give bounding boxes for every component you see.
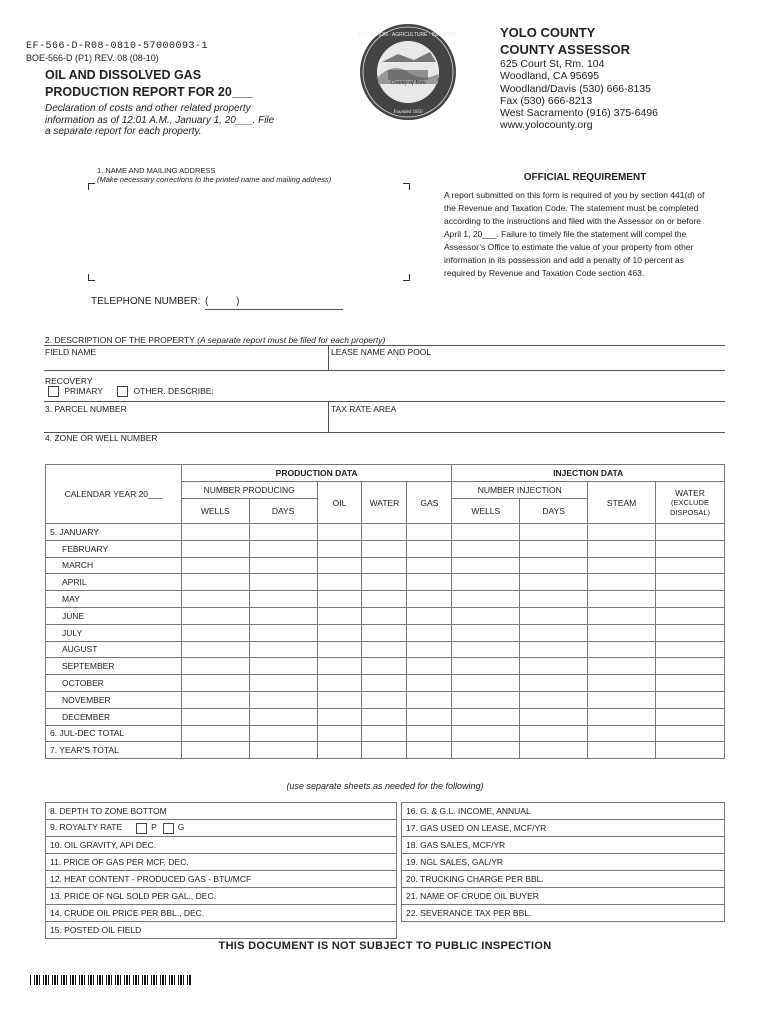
data-cell[interactable] [181,557,249,574]
data-cell[interactable] [317,725,362,742]
other-describe-input[interactable] [220,386,725,398]
official-line: information in its possession and add a penalty of 10 percent as [444,255,685,265]
left-item-cell[interactable] [46,837,397,854]
data-cell[interactable] [588,574,656,591]
data-cell[interactable] [317,557,362,574]
data-cell[interactable] [656,641,725,658]
data-cell[interactable] [362,540,407,557]
data-cell[interactable] [317,591,362,608]
left-item-label: 12. HEAT CONTENT - PRODUCED GAS - BTU/MCF [50,874,252,884]
official-line: according to the instructions and filed with the Assessor on or before [444,216,702,226]
data-cell[interactable] [317,607,362,624]
data-cell[interactable] [452,624,520,641]
assessor-heading [500,24,630,58]
data-cell[interactable] [520,658,588,675]
primary-label: PRIMARY [64,386,103,396]
production-data-header: PRODUCTION DATA [181,465,452,482]
number-producing-header: NUMBER PRODUCING [181,482,317,499]
data-cell[interactable] [452,691,520,708]
water-exclude-line: DISPOSAL) [670,507,711,517]
row-label: AUGUST [46,641,182,658]
corner-mark [403,183,410,190]
data-cell[interactable] [407,742,452,759]
data-cell[interactable] [181,725,249,742]
form-title-line2: PRODUCTION REPORT FOR 20___ [45,85,253,99]
data-cell[interactable] [520,624,588,641]
list-item[interactable] [46,871,397,888]
data-cell[interactable] [588,540,656,557]
data-cell[interactable] [249,658,317,675]
field-name-label: FIELD NAME [45,347,97,357]
telephone-input[interactable] [205,309,343,310]
table-row [46,524,725,541]
right-item-label[interactable]: 19. NGL SALES, GAL/YR [402,854,725,871]
official-line: A report submitted on this form is required of you by section 441(d) of [444,190,705,200]
data-cell[interactable] [452,658,520,675]
data-cell[interactable] [656,725,725,742]
data-cell[interactable] [181,540,249,557]
official-line: April 1, 20___. Failure to timely file the statement will compel the [444,229,687,239]
data-cell[interactable] [656,658,725,675]
row-label: SEPTEMBER [46,658,182,675]
left-item-label: 15. POSTED OIL FIELD [50,925,142,935]
data-cell[interactable] [588,658,656,675]
row-label: MARCH [46,557,182,574]
data-cell[interactable] [317,624,362,641]
data-cell[interactable] [317,691,362,708]
row-label: OCTOBER [46,675,182,692]
assessor-fax: Fax (530) 666-8213 [500,94,593,107]
data-cell[interactable] [588,557,656,574]
left-item-cell[interactable] [46,922,397,939]
list-item[interactable] [402,888,725,905]
seal-ring-text: EDUCATION · AGRICULTURE · INDUSTRY [358,32,458,38]
table-row [46,607,725,624]
other-label: OTHER. DESCRIBE: [133,386,214,396]
zone-label: 4. ZONE OR WELL NUMBER [45,433,158,443]
right-item-label[interactable]: 18. GAS SALES, MCF/YR [402,837,725,854]
table-row [46,658,725,675]
data-cell[interactable] [407,708,452,725]
tax-rate-input[interactable] [330,414,724,431]
left-item-cell[interactable] [46,905,397,922]
right-items-table [401,802,725,922]
data-cell[interactable] [362,524,407,541]
row-label: MAY [46,591,182,608]
data-cell[interactable] [317,675,362,692]
official-line: required by Revenue and Taxation Code section 463. [444,268,645,278]
name-address-label: 1. NAME AND MAILING ADDRESS [97,166,216,175]
data-cell[interactable] [588,725,656,742]
data-cell[interactable] [407,725,452,742]
data-cell[interactable] [520,557,588,574]
table-row [46,708,725,725]
data-cell[interactable] [520,524,588,541]
data-cell[interactable] [407,591,452,608]
data-cell[interactable] [452,540,520,557]
data-cell[interactable] [520,708,588,725]
data-cell[interactable] [452,557,520,574]
royalty-p-checkbox[interactable] [136,823,147,834]
assessor-phone1: Woodland/Davis (530) 666-8135 [500,82,651,95]
data-cell[interactable] [656,708,725,725]
data-cell[interactable] [656,624,725,641]
data-cell[interactable] [317,658,362,675]
footer-notice: THIS DOCUMENT IS NOT SUBJECT TO PUBLIC INSPECTION [218,940,552,952]
name-address-note: (Make necessary corrections to the printed name and mailing address) [97,175,332,184]
data-cell[interactable] [452,641,520,658]
left-item-cell[interactable] [46,888,397,905]
corner-mark [403,274,410,281]
left-item-cell[interactable] [46,820,397,837]
name-address-field[interactable] [88,183,410,281]
data-cell[interactable] [317,708,362,725]
water-header: WATER [362,482,407,524]
data-cell[interactable] [407,691,452,708]
data-cell[interactable] [407,675,452,692]
data-cell[interactable] [656,742,725,759]
data-cell[interactable] [249,540,317,557]
data-cell[interactable] [362,591,407,608]
row-label: JULY [46,624,182,641]
form-subtitle [45,103,274,138]
property-section-label: 2. DESCRIPTION OF THE PROPERTY [45,335,195,345]
telephone-paren: ( ) [205,296,240,307]
data-cell[interactable] [249,524,317,541]
data-cell[interactable] [452,708,520,725]
row-label: FEBRUARY [46,540,182,557]
data-cell[interactable] [181,708,249,725]
data-cell[interactable] [362,742,407,759]
data-cell[interactable] [317,641,362,658]
data-cell[interactable] [362,624,407,641]
parcel-label: 3. PARCEL NUMBER [45,404,127,414]
assessor-county: YOLO COUNTY [500,25,596,40]
data-cell[interactable] [520,725,588,742]
data-cell[interactable] [520,607,588,624]
official-line: Assessor’s Office to estimate the value of your property from other [444,242,694,252]
data-cell[interactable] [520,691,588,708]
data-cell[interactable] [452,574,520,591]
telephone-label: TELEPHONE NUMBER: [91,296,201,307]
assessor-website[interactable]: www.yolocounty.org [500,119,593,132]
data-cell[interactable] [181,691,249,708]
data-cell[interactable] [317,742,362,759]
data-cell[interactable] [317,524,362,541]
data-cell[interactable] [362,691,407,708]
data-cell[interactable] [656,524,725,541]
assessor-phone2: West Sacramento (916) 375-6496 [500,107,658,120]
gas-header: GAS [407,482,452,524]
recovery-options [48,386,214,397]
left-item-cell[interactable] [46,803,397,820]
data-cell[interactable] [181,641,249,658]
data-cell[interactable] [362,607,407,624]
data-cell[interactable] [249,624,317,641]
right-item-label[interactable]: 16. G. & G.L. INCOME, ANNUAL [402,803,725,820]
data-cell[interactable] [588,591,656,608]
corner-mark [88,183,95,190]
left-items-table [45,802,397,939]
right-item-label[interactable]: 22. SEVERANCE TAX PER BBL. [402,905,725,922]
table-row [46,725,725,742]
table-row [46,675,725,692]
row-label: 5. JANUARY [46,524,182,541]
data-cell[interactable] [407,607,452,624]
form-revision: BOE-566-D (P1) REV. 08 (08-10) [26,53,159,63]
water-exclude-line: (EXCLUDE [671,497,709,507]
list-item[interactable] [46,854,397,871]
table-row [46,574,725,591]
injection-data-header: INJECTION DATA [452,465,725,482]
data-cell[interactable] [520,641,588,658]
list-item[interactable] [46,888,397,905]
data-cell[interactable] [452,591,520,608]
data-cell[interactable] [588,624,656,641]
data-cell[interactable] [407,658,452,675]
data-cell[interactable] [362,675,407,692]
data-cell[interactable] [588,607,656,624]
table-row [46,691,725,708]
list-item[interactable] [46,820,397,837]
barcode [30,975,192,989]
oil-header: OIL [317,482,362,524]
field-name-input[interactable] [45,356,327,370]
royalty-g-label: G [177,822,185,833]
separate-sheets-note: (use separate sheets as needed for the following) [286,781,484,791]
data-cell[interactable] [588,641,656,658]
table-row [46,624,725,641]
data-cell[interactable] [249,708,317,725]
royalty-g-checkbox[interactable] [163,823,174,834]
tax-rate-label: TAX RATE AREA [331,404,397,414]
assessor-address2: Woodland, CA 95695 [500,70,600,83]
row-label: 7. YEAR’S TOTAL [46,742,182,759]
data-cell[interactable] [656,574,725,591]
data-cell[interactable] [588,708,656,725]
official-line: the Revenue and Taxation Code. The statement must be completed [444,203,699,213]
data-cell[interactable] [317,540,362,557]
calendar-year-header: CALENDAR YEAR 20___ [46,465,182,524]
list-item[interactable] [46,905,397,922]
row-label: DECEMBER [46,708,182,725]
recovery-label: RECOVERY [45,376,93,386]
seal-founded: Founded 1850 [393,110,423,115]
assessor-address1: 625 Court St, Rm. 104 [500,58,605,70]
data-cell[interactable] [407,574,452,591]
data-cell[interactable] [362,557,407,574]
primary-checkbox[interactable] [48,386,59,397]
list-item[interactable] [46,803,397,820]
left-item-cell[interactable] [46,871,397,888]
list-item[interactable] [46,922,397,939]
seal-center-text: County of Yolo [390,80,426,86]
other-checkbox[interactable] [117,386,128,397]
data-cell[interactable] [181,675,249,692]
data-cell[interactable] [588,675,656,692]
row-label: APRIL [46,574,182,591]
data-cell[interactable] [407,624,452,641]
left-item-label: 11. PRICE OF GAS PER MCF, DEC. [50,857,189,867]
list-item[interactable] [402,871,725,888]
water-exclude-header [656,482,725,524]
subtitle-line: Declaration of costs and other related property [45,103,251,114]
water-exclude-line: WATER [675,487,705,498]
data-cell[interactable] [249,675,317,692]
data-cell[interactable] [452,742,520,759]
left-item-label: 9. ROYALTY RATE [50,822,123,833]
data-cell[interactable] [249,742,317,759]
property-section [45,335,385,345]
list-item[interactable] [402,820,725,837]
data-cell[interactable] [656,591,725,608]
data-cell[interactable] [249,641,317,658]
assessor-contact [500,58,658,132]
row-label: 6. JUL-DEC TOTAL [46,725,182,742]
data-cell[interactable] [362,574,407,591]
data-cell[interactable] [520,591,588,608]
property-section-note: (A separate report must be filed for each property) [197,335,386,345]
data-cell[interactable] [181,591,249,608]
data-cell[interactable] [656,675,725,692]
data-cell[interactable] [407,540,452,557]
data-cell[interactable] [362,641,407,658]
data-cell[interactable] [520,574,588,591]
data-cell[interactable] [452,607,520,624]
data-cell[interactable] [317,574,362,591]
table-row [46,742,725,759]
data-cell[interactable] [520,540,588,557]
data-cell[interactable] [520,675,588,692]
data-cell[interactable] [407,557,452,574]
data-cell[interactable] [452,725,520,742]
right-item-label[interactable]: 17. GAS USED ON LEASE, MCF/YR [402,820,725,837]
data-cell[interactable] [181,524,249,541]
subtitle-line: information as of 12:01 A.M., January 1, 20___. File [45,114,275,126]
right-item-label[interactable]: 21. NAME OF CRUDE OIL BUYER [402,888,725,905]
data-cell[interactable] [181,624,249,641]
official-requirement-text [444,189,726,280]
inj-days-header: DAYS [520,499,588,524]
parcel-input[interactable] [45,414,327,431]
official-requirement-title: OFFICIAL REQUIREMENT [523,172,647,183]
data-cell[interactable] [452,675,520,692]
data-cell[interactable] [249,591,317,608]
left-item-label: 8. DEPTH TO ZONE BOTTOM [50,806,167,816]
lease-name-input[interactable] [330,356,724,370]
data-cell[interactable] [656,691,725,708]
data-cell[interactable] [520,742,588,759]
table-row [46,557,725,574]
data-cell[interactable] [249,557,317,574]
royalty-p-label: P [151,822,157,833]
list-item[interactable] [402,854,725,871]
right-item-label[interactable]: 20. TRUCKING CHARGE PER BBL. [402,871,725,888]
number-injection-header: NUMBER INJECTION [452,482,588,499]
data-cell[interactable] [181,658,249,675]
data-cell[interactable] [407,524,452,541]
data-cell[interactable] [656,557,725,574]
form-title-line1: OIL AND DISSOLVED GAS [45,68,202,82]
row-label: JUNE [46,607,182,624]
left-item-cell[interactable] [46,854,397,871]
county-seal-icon [358,22,458,122]
table-row [46,641,725,658]
list-item[interactable] [402,905,725,922]
data-cell[interactable] [181,574,249,591]
production-table [45,464,725,759]
data-cell[interactable] [362,708,407,725]
data-cell[interactable] [588,742,656,759]
data-cell[interactable] [656,540,725,557]
data-cell[interactable] [362,725,407,742]
subtitle-line: a separate report for each property. [45,126,202,137]
list-item[interactable] [402,803,725,820]
data-cell[interactable] [249,574,317,591]
prod-days-header: DAYS [249,499,317,524]
zone-input[interactable] [200,433,725,446]
data-cell[interactable] [362,658,407,675]
data-cell[interactable] [588,691,656,708]
left-item-label: 10. OIL GRAVITY, API DEC. [50,840,157,850]
steam-header: STEAM [588,482,656,524]
corner-mark [88,274,95,281]
data-cell[interactable] [407,641,452,658]
list-item[interactable] [46,837,397,854]
lease-name-label: LEASE NAME AND POOL [331,347,432,357]
left-item-label: 14. CRUDE OIL PRICE PER BBL., DEC. [50,908,205,918]
barcode-icon [30,975,192,989]
data-cell[interactable] [249,607,317,624]
form-code: EF-566-D-R08-0810-57000093-1 [26,41,209,52]
data-cell[interactable] [181,742,249,759]
table-row [46,591,725,608]
data-cell[interactable] [452,524,520,541]
row-label: NOVEMBER [46,691,182,708]
inj-wells-header: WELLS [452,499,520,524]
data-cell[interactable] [249,725,317,742]
left-item-label: 13. PRICE OF NGL SOLD PER GAL., DEC. [50,891,216,901]
data-cell[interactable] [181,607,249,624]
data-cell[interactable] [249,691,317,708]
county-seal [358,22,458,122]
prod-wells-header: WELLS [181,499,249,524]
data-cell[interactable] [656,607,725,624]
list-item[interactable] [402,837,725,854]
table-row [46,540,725,557]
data-cell[interactable] [588,524,656,541]
assessor-title: COUNTY ASSESSOR [500,42,631,57]
